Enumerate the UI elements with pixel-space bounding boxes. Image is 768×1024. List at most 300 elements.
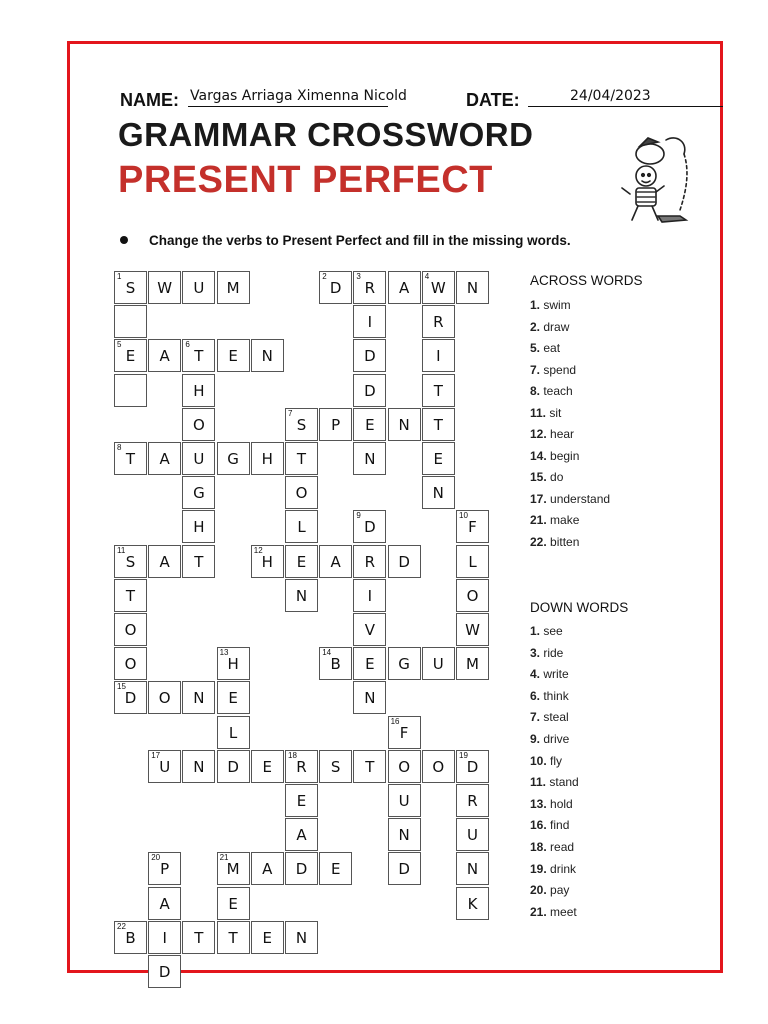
clue-num: 21. [530, 904, 547, 919]
clue-num: 15. [530, 470, 547, 484]
date-label: DATE: [466, 90, 520, 110]
grid-cell[interactable] [456, 784, 489, 817]
grid-cell[interactable] [456, 818, 489, 851]
across-clue [530, 513, 579, 527]
cell-letter: D [466, 757, 479, 776]
clue-word: ride [540, 645, 564, 660]
cell-letter: O [158, 689, 171, 708]
grid-cell[interactable] [114, 613, 147, 646]
cell-letter: M [466, 655, 479, 674]
grid-cell[interactable] [388, 647, 421, 680]
cell-letter: D [295, 860, 308, 879]
cell-letter: M [226, 279, 240, 297]
across-clue [530, 363, 576, 377]
cell-letter: T [433, 415, 443, 434]
grid-cell[interactable] [217, 681, 250, 714]
grid-cell[interactable] [388, 271, 421, 304]
down-clue [530, 710, 569, 724]
cell-letter: T [296, 450, 307, 468]
clue-number: 19 [459, 750, 468, 760]
title-present-perfect: PRESENT PERFECT [118, 159, 493, 201]
cell-letter: U [193, 450, 205, 468]
clue-number: 7 [288, 408, 293, 418]
grid-cell[interactable] [182, 750, 215, 783]
grid-cell[interactable] [319, 271, 352, 304]
clue-number: 22 [117, 921, 126, 931]
grid-cell[interactable] [114, 305, 147, 338]
grid-cell[interactable] [182, 545, 215, 578]
grid-cell[interactable] [148, 271, 181, 304]
clue-number: 17 [151, 750, 161, 760]
grid-cell[interactable] [114, 681, 147, 714]
grid-cell[interactable] [182, 681, 215, 714]
grid-cell[interactable] [388, 750, 421, 783]
date-underline [528, 106, 723, 107]
grid-cell[interactable] [114, 579, 147, 612]
grid-cell[interactable] [114, 442, 147, 475]
grid-cell[interactable] [422, 442, 455, 475]
name-label: NAME: [120, 90, 179, 110]
cell-letter: O [124, 621, 137, 639]
grid-cell[interactable] [319, 545, 352, 578]
cell-letter: E [262, 757, 273, 776]
cell-letter: O [295, 484, 308, 503]
grid-cell[interactable] [251, 852, 284, 885]
grid-cell[interactable] [182, 442, 215, 475]
clue-number: 9 [356, 511, 361, 521]
clue-number: 20 [151, 853, 161, 863]
clue-word: read [546, 840, 575, 854]
down-clue [530, 883, 569, 897]
grid-cell[interactable] [251, 442, 284, 475]
cell-letter: N [432, 484, 444, 503]
cell-letter: D [364, 518, 376, 537]
clue-word: bitten [546, 534, 580, 549]
grid-cell[interactable] [388, 818, 421, 851]
clue-number: 14 [322, 648, 332, 658]
down-heading: DOWN WORDS [530, 600, 629, 615]
grid-cell[interactable] [251, 545, 284, 578]
clue-num: 22. [530, 534, 547, 549]
clue-number: 11 [117, 545, 126, 555]
across-clue [530, 298, 571, 312]
grid-cell[interactable] [319, 750, 352, 783]
grid-cell[interactable] [148, 750, 181, 783]
grid-cell[interactable] [285, 818, 318, 851]
clue-number: 10 [459, 511, 468, 521]
grid-cell[interactable] [114, 374, 147, 407]
clue-word: do [546, 470, 564, 484]
cell-letter: N [295, 928, 308, 947]
grid-cell[interactable] [456, 545, 489, 578]
clue-num: 1. [530, 298, 541, 312]
grid-cell[interactable] [422, 339, 455, 372]
cell-letter: L [468, 552, 477, 571]
clue-num: 14. [530, 448, 547, 463]
down-clue [530, 797, 573, 811]
clue-num: 7. [530, 362, 541, 377]
clue-word: spend [540, 362, 577, 377]
cell-letter: B [330, 655, 341, 674]
cell-letter: E [296, 552, 307, 571]
cell-letter: D [227, 757, 239, 776]
title-grammar-crossword: GRAMMAR CROSSWORD [118, 116, 534, 153]
grid-cell[interactable] [353, 271, 386, 304]
grid-cell[interactable] [217, 921, 250, 954]
across-clue [530, 427, 574, 441]
cell-letter: E [433, 450, 444, 468]
grid-cell[interactable] [114, 545, 147, 578]
cell-letter: P [331, 415, 341, 434]
cell-letter: I [367, 586, 373, 605]
down-clue [530, 775, 579, 789]
grid-cell[interactable] [182, 921, 215, 954]
cell-letter: R [433, 313, 444, 332]
clue-number: 5 [117, 340, 122, 350]
across-clue [530, 449, 579, 463]
cell-letter: N [193, 757, 205, 776]
grid-cell[interactable] [285, 921, 318, 954]
cell-letter: W [430, 279, 446, 297]
cell-letter: R [296, 757, 307, 776]
grid-cell[interactable] [388, 545, 421, 578]
down-clue [530, 624, 563, 638]
clue-number: 2 [322, 272, 327, 281]
cell-letter: N [466, 860, 479, 879]
grid-cell[interactable] [114, 271, 147, 304]
grid-cell[interactable] [422, 476, 455, 509]
grid-cell[interactable] [285, 852, 318, 885]
grid-cell[interactable] [353, 647, 386, 680]
cell-letter: U [467, 826, 478, 845]
cell-letter: W [157, 279, 173, 297]
clue-num: 20. [530, 883, 547, 898]
clue-number: 1 [117, 272, 122, 281]
cell-letter: E [228, 689, 238, 708]
cell-letter: T [228, 928, 238, 947]
across-heading: ACROSS WORDS [530, 273, 643, 288]
grid-cell[interactable] [148, 339, 181, 372]
cell-letter: O [124, 655, 137, 674]
clue-number: 15 [117, 682, 126, 692]
grid-cell[interactable] [182, 408, 215, 441]
grid-cell[interactable] [456, 887, 489, 920]
cell-letter: A [296, 826, 307, 845]
grid-cell[interactable] [148, 887, 181, 920]
cell-letter: H [193, 381, 205, 400]
grid-cell[interactable] [148, 852, 181, 885]
name-underline [188, 106, 388, 107]
cell-letter: N [364, 450, 376, 468]
grid-cell[interactable] [251, 339, 284, 372]
cell-letter: F [468, 518, 477, 537]
grid-cell[interactable] [217, 716, 250, 749]
clue-num: 8. [530, 384, 541, 398]
cell-letter: O [398, 757, 410, 776]
grid-cell[interactable] [285, 476, 318, 509]
grid-cell[interactable] [456, 579, 489, 612]
grid-cell[interactable] [285, 408, 318, 441]
clue-number: 12 [253, 545, 263, 555]
cell-letter: R [467, 792, 478, 810]
grid-cell[interactable] [319, 852, 352, 885]
grid-cell[interactable] [456, 510, 489, 543]
clue-num: 11. [530, 405, 547, 420]
grid-cell[interactable] [217, 647, 250, 680]
clue-number: 16 [390, 716, 400, 726]
grid-cell[interactable] [182, 374, 215, 407]
grid-cell[interactable] [388, 408, 421, 441]
cell-letter: T [125, 450, 136, 468]
cell-letter: E [262, 928, 273, 947]
cell-letter: H [227, 655, 239, 674]
grid-cell[interactable] [148, 442, 181, 475]
clue-num: 7. [530, 710, 541, 725]
cell-letter: T [194, 347, 204, 366]
cell-letter: D [158, 963, 171, 981]
grid-cell[interactable] [114, 921, 147, 954]
grid-cell[interactable] [422, 750, 455, 783]
clue-word: understand [546, 491, 611, 506]
across-clue [530, 492, 610, 506]
cell-letter: E [365, 415, 375, 434]
grid-cell[interactable] [456, 271, 489, 304]
cell-letter: H [261, 450, 273, 468]
cell-letter: T [194, 552, 204, 571]
cell-letter: E [125, 347, 136, 366]
grid-cell[interactable] [114, 647, 147, 680]
grid-cell[interactable] [456, 647, 489, 680]
grid-cell[interactable] [148, 681, 181, 714]
clue-number: 6 [185, 340, 190, 350]
clue-number: 3 [356, 272, 361, 281]
clue-word: meet [546, 904, 577, 919]
cell-letter: U [432, 655, 444, 674]
clue-num: 10. [530, 753, 547, 768]
cell-letter: E [228, 347, 238, 366]
clue-num: 19. [530, 861, 547, 876]
cell-letter: A [330, 552, 341, 571]
grid-cell[interactable] [422, 305, 455, 338]
grid-cell[interactable] [319, 647, 352, 680]
cell-letter: T [125, 586, 136, 605]
clue-num: 5. [530, 341, 541, 355]
clue-num: 2. [530, 319, 541, 334]
cell-letter: N [364, 689, 376, 708]
grid-cell[interactable] [182, 339, 215, 372]
cell-letter: N [398, 415, 410, 434]
grid-cell[interactable] [285, 750, 318, 783]
cell-letter: I [162, 928, 167, 947]
grid-cell[interactable] [182, 510, 215, 543]
cell-letter: G [227, 450, 239, 468]
grid-cell[interactable] [422, 374, 455, 407]
grid-cell[interactable] [285, 510, 318, 543]
grid-cell[interactable] [285, 545, 318, 578]
cell-letter: D [124, 689, 137, 708]
across-clue [530, 341, 560, 355]
grid-cell[interactable] [353, 374, 386, 407]
clue-word: eat [540, 341, 561, 355]
cell-letter: G [193, 484, 205, 503]
cell-letter: U [398, 792, 410, 810]
cell-letter: V [364, 621, 376, 639]
grid-cell[interactable] [353, 408, 386, 441]
cell-letter: E [296, 792, 307, 810]
cell-letter: S [296, 415, 307, 434]
cell-letter: H [261, 552, 273, 571]
clue-num: 3. [530, 645, 541, 660]
cell-letter: W [465, 621, 480, 639]
cell-letter: A [398, 279, 410, 297]
cell-letter: A [159, 894, 170, 913]
grid-cell[interactable] [353, 750, 386, 783]
grid-cell[interactable] [217, 271, 250, 304]
grid-cell[interactable] [285, 579, 318, 612]
name-value: Vargas Arriaga Ximenna Nicold [190, 88, 407, 104]
clue-word: think [540, 688, 569, 703]
cell-letter: T [433, 381, 443, 400]
grid-cell[interactable] [456, 750, 489, 783]
grid-cell[interactable] [114, 339, 147, 372]
cell-letter: R [364, 279, 376, 297]
cell-letter: A [159, 552, 170, 571]
cell-letter: H [193, 518, 205, 537]
grid-cell[interactable] [285, 442, 318, 475]
grid-cell[interactable] [353, 510, 386, 543]
clue-number: 13 [219, 648, 229, 658]
cell-letter: D [398, 552, 410, 571]
clue-number: 8 [117, 443, 122, 452]
cell-letter: S [125, 279, 136, 297]
grid-cell[interactable] [353, 339, 386, 372]
grid-cell[interactable] [422, 647, 455, 680]
cell-letter: N [261, 347, 273, 366]
grid-cell[interactable] [353, 681, 386, 714]
across-clue [530, 535, 579, 549]
grid-cell[interactable] [217, 339, 250, 372]
clue-word: steal [540, 710, 569, 725]
grid-cell[interactable] [319, 408, 352, 441]
clue-num: 1. [530, 624, 541, 638]
cell-letter: E [228, 894, 238, 913]
clue-word: drive [540, 732, 570, 746]
grid-cell[interactable] [353, 545, 386, 578]
grid-cell[interactable] [217, 887, 250, 920]
down-clue [530, 754, 562, 768]
cell-letter: T [194, 928, 204, 947]
grid-cell[interactable] [251, 750, 284, 783]
clue-number: 21 [219, 853, 229, 863]
cell-letter: O [432, 757, 445, 776]
clue-word: swim [540, 298, 571, 312]
clue-num: 17. [530, 491, 547, 506]
cell-letter: S [125, 552, 136, 571]
across-clue [530, 320, 569, 334]
cell-letter: A [159, 347, 170, 366]
clue-word: teach [540, 384, 573, 398]
grid-cell[interactable] [456, 852, 489, 885]
across-clue [530, 470, 563, 484]
grid-cell[interactable] [217, 852, 250, 885]
grid-cell[interactable] [353, 305, 386, 338]
clue-word: begin [546, 448, 580, 463]
cell-letter: N [466, 279, 479, 297]
cell-letter: D [329, 279, 342, 297]
cell-letter: N [398, 826, 410, 845]
cell-letter: P [160, 860, 170, 879]
cell-letter: E [330, 860, 341, 879]
cell-letter: O [192, 415, 205, 434]
grid-cell[interactable] [182, 271, 215, 304]
down-clue [530, 840, 574, 854]
grid-cell[interactable] [217, 442, 250, 475]
grid-cell[interactable] [422, 408, 455, 441]
cell-letter: M [226, 860, 240, 879]
cell-letter: D [364, 347, 376, 366]
cell-letter: T [365, 757, 375, 776]
clue-num: 6. [530, 688, 541, 703]
grid-cell[interactable] [251, 921, 284, 954]
grid-cell[interactable] [388, 852, 421, 885]
grid-cell[interactable] [182, 476, 215, 509]
grid-cell[interactable] [353, 442, 386, 475]
cell-letter: D [364, 381, 376, 400]
cell-letter: E [365, 655, 375, 674]
clue-word: sit [546, 405, 562, 420]
clue-word: find [546, 818, 570, 833]
clue-word: see [540, 624, 563, 638]
grid-cell[interactable] [388, 716, 421, 749]
cell-letter: S [330, 757, 341, 776]
grid-cell[interactable] [148, 545, 181, 578]
down-clue [530, 905, 577, 919]
grid-cell[interactable] [456, 613, 489, 646]
grid-cell[interactable] [353, 613, 386, 646]
cell-letter: R [364, 552, 376, 571]
cell-letter: U [159, 757, 171, 776]
grid-cell[interactable] [353, 579, 386, 612]
grid-cell[interactable] [148, 955, 181, 988]
clue-num: 13. [530, 796, 547, 811]
down-clue [530, 667, 569, 681]
cell-letter: N [295, 586, 308, 605]
grid-cell[interactable] [422, 271, 455, 304]
across-clue [530, 384, 573, 398]
date-value: 24/04/2023 [570, 88, 651, 104]
cell-letter: D [398, 860, 410, 879]
grid-cell[interactable] [285, 784, 318, 817]
cell-letter: N [193, 689, 205, 708]
boy-spring-board-illustration [618, 132, 698, 230]
clue-num: 16. [530, 818, 547, 833]
grid-cell[interactable] [217, 750, 250, 783]
bullet-icon [120, 236, 128, 244]
clue-num: 12. [530, 427, 547, 441]
grid-cell[interactable] [388, 784, 421, 817]
grid-cell[interactable] [148, 921, 181, 954]
clue-num: 21. [530, 513, 547, 527]
clue-num: 11. [530, 775, 547, 790]
clue-number: 4 [424, 272, 430, 281]
cell-letter: K [467, 894, 478, 913]
cell-letter: F [399, 723, 409, 742]
clue-num: 18. [530, 840, 547, 854]
clue-word: pay [546, 883, 570, 898]
cell-letter: G [398, 655, 410, 674]
clue-num: 9. [530, 732, 541, 746]
down-clue [530, 646, 563, 660]
